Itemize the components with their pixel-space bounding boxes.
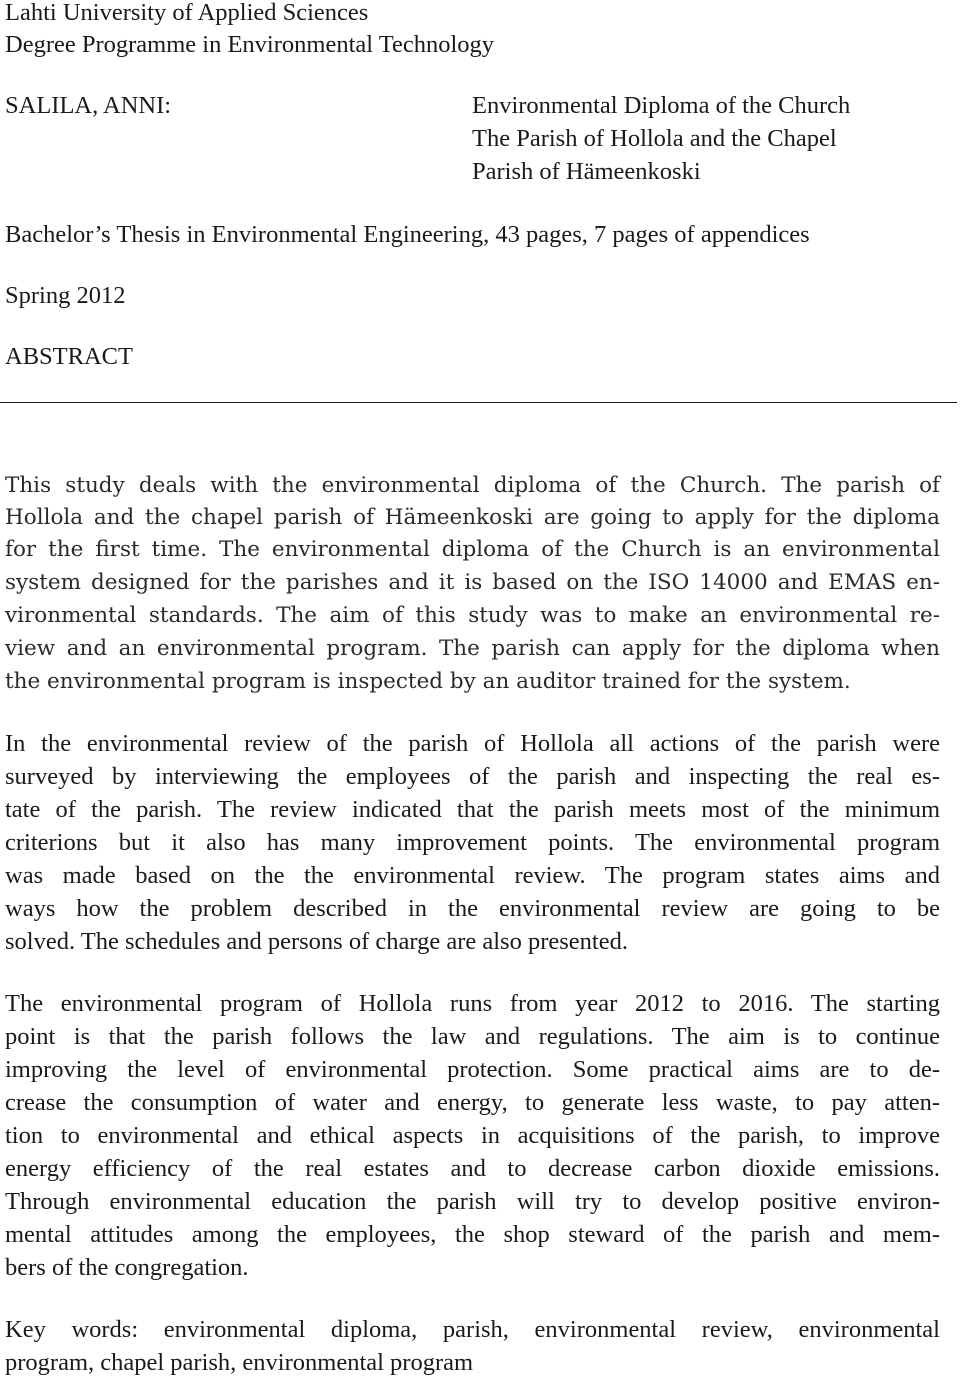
paragraph-line: In the environmental review of the parish of Hollola all actions of the parish were	[5, 730, 940, 757]
paragraph-line: surveyed by interviewing the employees of the parish and inspecting the real es-	[5, 763, 940, 790]
university-name: Lahti University of Applied Sciences	[5, 0, 369, 26]
thesis-title-line-3: Parish of Hämeenkoski	[472, 158, 701, 185]
keywords-line: program, chapel parish, environmental program	[5, 1349, 474, 1376]
paragraph-line: improving the level of environmental protection. Some practical aims are to de-	[5, 1056, 940, 1083]
paragraph-line: crease the consumption of water and energy, to generate less waste, to pay atten-	[5, 1089, 940, 1116]
paragraph-line: was made based on the the environmental review. The program states aims and	[5, 862, 940, 889]
thesis-title-line-1: Environmental Diploma of the Church	[472, 92, 851, 119]
thesis-info: Bachelor’s Thesis in Environmental Engineering, 43 pages, 7 pages of appendices	[5, 221, 810, 248]
degree-programme: Degree Programme in Environmental Technology	[5, 31, 495, 58]
paragraph-line: point is that the parish follows the law and regulations. The aim is to continue	[5, 1023, 940, 1050]
abstract-line: Hollola and the chapel parish of Hämeenkoski are going to apply for the diploma	[5, 505, 940, 530]
paragraph-line: The environmental program of Hollola runs from year 2012 to 2016. The starting	[5, 990, 940, 1017]
keywords-line: Key words: environmental diploma, parish, environmental review, environmental	[5, 1316, 940, 1343]
paragraph-line: criterions but it also has many improvement points. The environmental program	[5, 829, 940, 856]
paragraph-line: tate of the parish. The review indicated that the parish meets most of the minimum	[5, 796, 940, 823]
author-name: SALILA, ANNI:	[5, 92, 172, 119]
abstract-line: for the first time. The environmental diploma of the Church is an environmental	[5, 537, 940, 562]
paragraph-line: Through environmental education the parish will try to develop positive environ-	[5, 1188, 940, 1215]
paragraph-line: tion to environmental and ethical aspects in acquisitions of the parish, to improve	[5, 1122, 940, 1149]
paragraph-line: energy efficiency of the real estates and to decrease carbon dioxide emissions.	[5, 1155, 940, 1182]
section-heading: ABSTRACT	[5, 343, 133, 370]
paragraph-line: ways how the problem described in the environmental review are going to be	[5, 895, 940, 922]
paragraph-line: bers of the congregation.	[5, 1254, 249, 1281]
thesis-title-line-2: The Parish of Hollola and the Chapel	[472, 125, 837, 152]
paragraph-line: mental attitudes among the employees, the shop steward of the parish and mem-	[5, 1221, 940, 1248]
abstract-line: system designed for the parishes and it is based on the ISO 14000 and EMAS en-	[5, 570, 940, 595]
abstract-line: the environmental program is inspected by an auditor trained for the system.	[5, 669, 851, 694]
abstract-line: This study deals with the environmental diploma of the Church. The parish of	[5, 473, 940, 498]
term: Spring 2012	[5, 282, 126, 309]
paragraph-line: solved. The schedules and persons of charge are also presented.	[5, 928, 628, 955]
abstract-line: vironmental standards. The aim of this study was to make an environmental re-	[5, 603, 940, 628]
abstract-line: view and an environmental program. The parish can apply for the diploma when	[5, 636, 940, 661]
divider-rule	[0, 402, 957, 403]
